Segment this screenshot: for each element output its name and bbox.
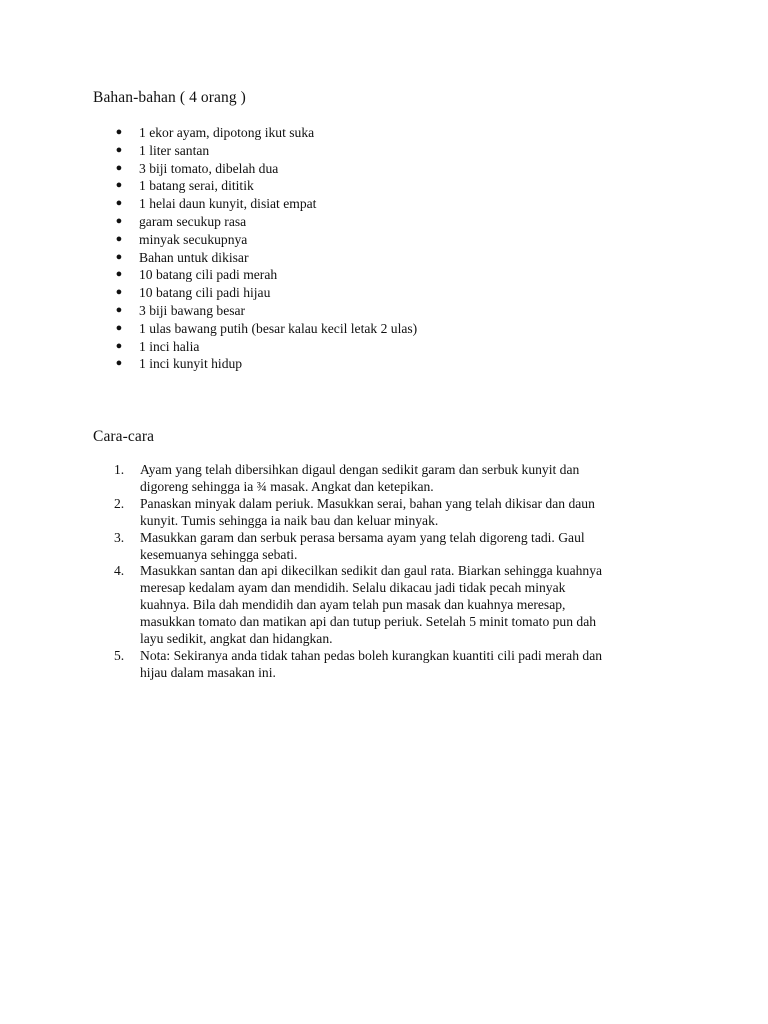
bullet-icon: ●	[115, 250, 123, 263]
ingredient-item	[0, 124, 417, 142]
step-text-line: meresap kedalam ayam dan mendidih. Selalu dikacau jadi tidak pecah minyak	[140, 580, 566, 596]
bullet-icon: ●	[115, 339, 123, 352]
ingredient-text: 1 inci halia	[139, 338, 200, 354]
ingredient-text: minyak secukupnya	[139, 231, 248, 247]
step-number: 1.	[114, 462, 125, 477]
step-number: 2.	[114, 495, 125, 511]
ingredient-item	[0, 284, 417, 302]
ingredient-item	[0, 302, 417, 320]
bullet-icon: ●	[115, 232, 123, 245]
ingredient-item	[0, 249, 417, 267]
bullet-icon: ●	[115, 179, 123, 192]
bullet-icon: ●	[115, 161, 123, 174]
ingredient-item	[0, 142, 417, 160]
ingredient-text: 3 biji tomato, dibelah dua	[139, 160, 279, 176]
method-step	[0, 648, 670, 682]
bullet-icon: ●	[115, 214, 123, 227]
bullet-icon: ●	[115, 143, 123, 156]
step-text-line: Panaskan minyak dalam periuk. Masukkan serai, bahan yang telah dikisar dan daun	[140, 495, 595, 511]
ingredient-item	[0, 338, 417, 356]
step-text-line: kuahnya. Bila dah mendidih dan ayam telah pun masak dan kuahnya meresap,	[140, 597, 566, 613]
method-heading: Cara-cara	[93, 428, 155, 445]
ingredients-list	[0, 124, 417, 373]
step-text-line: Nota: Sekiranya anda tidak tahan pedas boleh kurangkan kuantiti cili padi merah dan	[140, 647, 603, 663]
step-text-line: Ayam yang telah dibersihkan digaul dengan sedikit garam dan serbuk kunyit dan	[140, 462, 580, 477]
bullet-icon: ●	[115, 303, 123, 316]
ingredient-text: Bahan untuk dikisar	[139, 249, 249, 265]
method-step	[0, 530, 670, 564]
ingredient-text: 1 batang serai, dititik	[139, 178, 254, 194]
ingredient-text: 1 liter santan	[139, 142, 210, 158]
bullet-icon: ●	[115, 126, 123, 138]
bullet-icon: ●	[115, 286, 123, 299]
ingredient-text: 1 inci kunyit hidup	[139, 356, 243, 372]
step-text-line: layu sedikit, angkat dan hidangkan.	[140, 631, 333, 647]
ingredient-item	[0, 195, 417, 213]
step-text-line: Masukkan garam dan serbuk perasa bersama ayam yang telah digoreng tadi. Gaul	[140, 529, 585, 545]
ingredient-item	[0, 355, 417, 373]
step-number: 4.	[114, 563, 125, 579]
bullet-icon: ●	[115, 321, 123, 334]
ingredient-text: 10 batang cili padi merah	[139, 267, 278, 283]
ingredient-item	[0, 177, 417, 195]
method-steps-list	[0, 462, 670, 682]
method-step	[0, 462, 670, 496]
ingredient-text: 1 ekor ayam, dipotong ikut suka	[139, 125, 315, 140]
bullet-icon: ●	[115, 268, 123, 281]
method-step	[0, 563, 670, 648]
bullet-icon: ●	[115, 197, 123, 210]
ingredient-item	[0, 320, 417, 338]
ingredient-text: 3 biji bawang besar	[139, 302, 246, 318]
ingredient-item	[0, 213, 417, 231]
step-text-line: Masukkan santan dan api dikecilkan sedikit dan gaul rata. Biarkan sehingga kuahnya	[140, 563, 603, 579]
step-text-line: hijau dalam masakan ini.	[140, 664, 276, 680]
step-text-line: kunyit. Tumis sehingga ia naik bau dan keluar minyak.	[140, 512, 439, 528]
step-text-line: digoreng sehingga ia ¾ masak. Angkat dan ketepikan.	[140, 478, 434, 494]
step-number: 5.	[114, 647, 125, 663]
method-step	[0, 496, 670, 530]
step-text-line: kesemuanya sehingga sebati.	[140, 546, 298, 562]
ingredients-heading: Bahan-bahan ( 4 orang )	[93, 89, 246, 106]
ingredient-text: 1 helai daun kunyit, disiat empat	[139, 196, 317, 212]
ingredient-item	[0, 266, 417, 284]
step-text-line: masukkan tomato dan matikan api dan tutup periuk. Setelah 5 minit tomato pun dah	[140, 614, 597, 630]
ingredient-item	[0, 231, 417, 249]
bullet-icon: ●	[115, 357, 123, 370]
ingredient-text: 10 batang cili padi hijau	[139, 285, 271, 301]
step-number: 3.	[114, 529, 125, 545]
ingredient-item	[0, 160, 417, 178]
ingredient-text: 1 ulas bawang putih (besar kalau kecil letak 2 ulas)	[139, 320, 418, 336]
ingredient-text: garam secukup rasa	[139, 213, 247, 229]
